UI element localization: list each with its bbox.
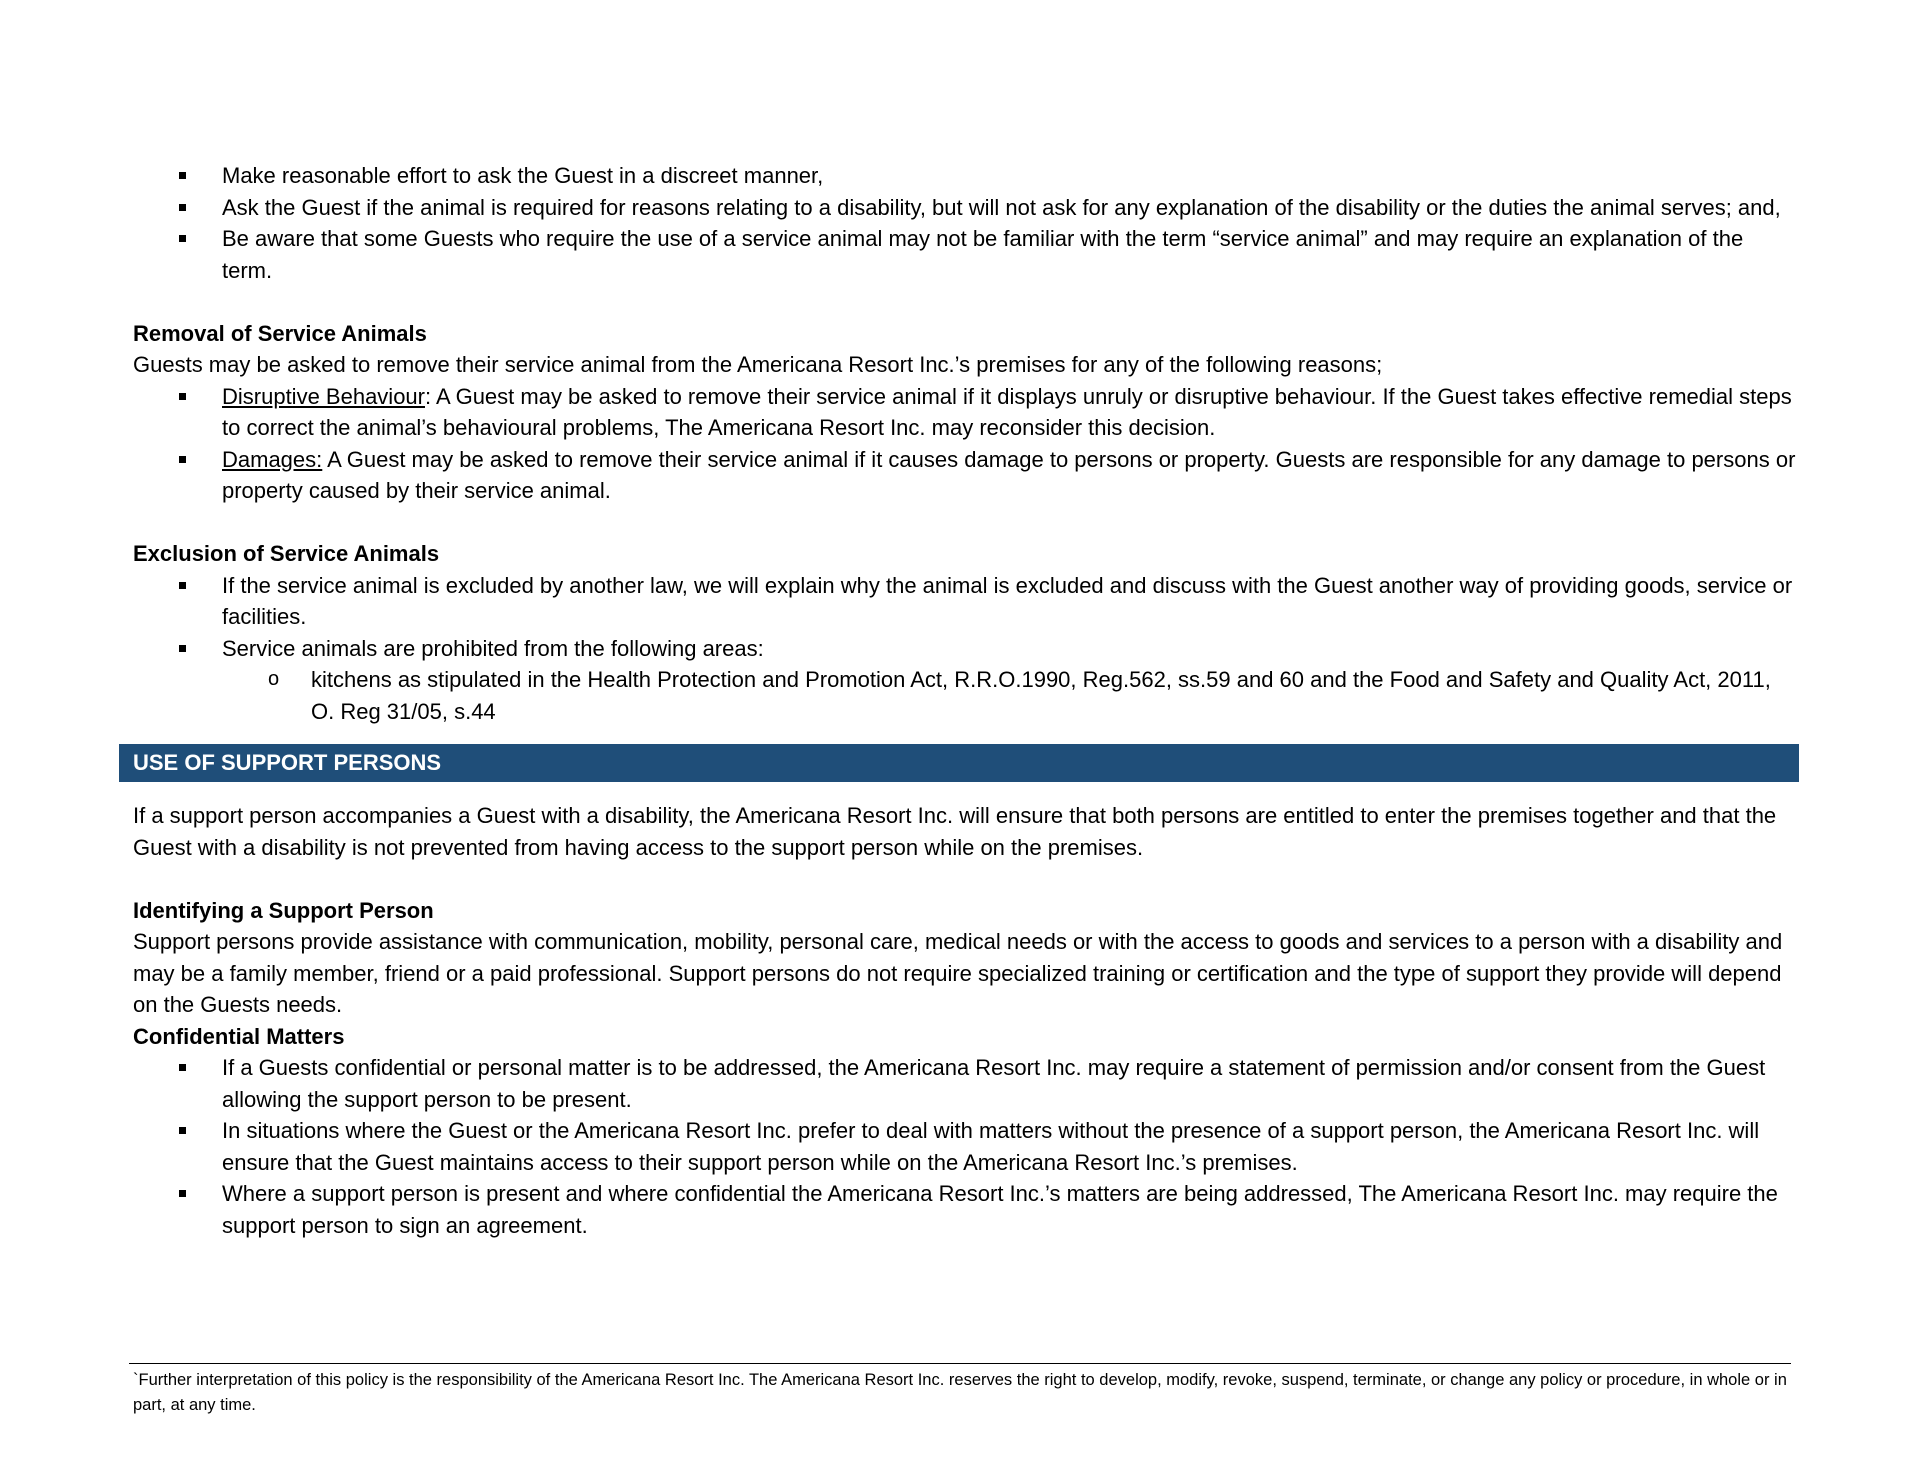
removal-term-separator: : [424,383,432,409]
list-item-text: Service animals are prohibited from the following areas: [222,635,764,661]
confidential-list [133,1052,1797,1241]
spacer [133,863,1797,895]
removal-text: A Guest may be asked to remove their service animal if it displays unruly or disruptive behaviour. If the Guest takes effective remedial steps to correct the animal’s behavioural problems, The Americana Resort Inc. may reconsider this decision. [222,383,1792,440]
spacer [133,286,1797,318]
list-item: Be aware that some Guests who require the use of a service animal may not be familiar with the term “service animal” and may require an explanation of the term. [222,223,1797,286]
identify-text: Support persons provide assistance with communication, mobility, personal care, medical needs or with the access to goods and services to a person with a disability and may be a family member, friend or a paid professional. Support persons do not require specialized training or certification and the type of support they provide will depend on the Guests needs. [133,929,1783,1017]
exclusion-heading: Exclusion of Service Animals [133,541,440,566]
list-item [222,633,1797,728]
guest-inquiry-list [133,160,1797,286]
support-intro: If a support person accompanies a Guest with a disability, the Americana Resort Inc. will ensure that both persons are entitled to enter the premises together and that the Guest with a disability is not prevented from having access to the support person while on the premises. [133,803,1777,860]
list-item: If a Guests confidential or personal matter is to be addressed, the Americana Resort Inc. may require a statement of permission and/or consent from the Guest allowing the support person to be present. [222,1052,1797,1115]
spacer [133,507,1797,539]
list-item [222,381,1797,444]
removal-term: Disruptive Behaviour [222,383,425,409]
sub-list-item: o kitchens as stipulated in the Health Protection and Promotion Act, R.R.O.1990, Reg.562, ss.59 and 60 and the Food and Safety and Quality Act, 2011, O. Reg 31/05, s.44 [311,664,1797,727]
removal-heading: Removal of Service Animals [133,320,427,346]
list-item: Ask the Guest if the animal is required for reasons relating to a disability, but will not ask for any explanation of the disability or the duties the animal serves; and, [222,192,1797,224]
prohibited-areas-list [222,664,1797,727]
list-item: Where a support person is present and where confidential the Americana Resort Inc.’s matters are being addressed, The Americana Resort Inc. may require the support person to sign an agreement. [222,1178,1797,1241]
removal-intro: Guests may be asked to remove their service animal from the Americana Resort Inc.’s premises for any of the following reasons; [133,352,1383,377]
list-item: In situations where the Guest or the Americana Resort Inc. prefer to deal with matters without the presence of a support person, the Americana Resort Inc. will ensure that the Guest maintains access to their support person while on the Americana Resort Inc.’s premises. [222,1115,1797,1178]
list-item: If the service animal is excluded by another law, we will explain why the animal is excluded and discuss with the Guest another way of providing goods, service or facilities. [222,570,1797,633]
removal-text: A Guest may be asked to remove their service animal if it causes damage to persons or property. Guests are responsible for any damage to persons or property caused by their service animal. [222,446,1796,503]
list-item: Make reasonable effort to ask the Guest in a discreet manner, [222,160,1797,192]
list-item [222,444,1797,507]
removal-term: Damages: [222,446,323,472]
section-banner: USE OF SUPPORT PERSONS [119,744,1799,782]
page-content [133,160,1797,1241]
confidential-heading: Confidential Matters [133,1023,345,1049]
removal-list [133,381,1797,507]
exclusion-list [133,570,1797,728]
page-footer: `Further interpretation of this policy is the responsibility of the Americana Resort Inc. The Americana Resort Inc. reserves the right to develop, modify, revoke, suspend, terminate, or change any policy or procedure, in whole or in part, at any time. [129,1363,1791,1417]
identify-heading: Identifying a Support Person [133,897,434,923]
